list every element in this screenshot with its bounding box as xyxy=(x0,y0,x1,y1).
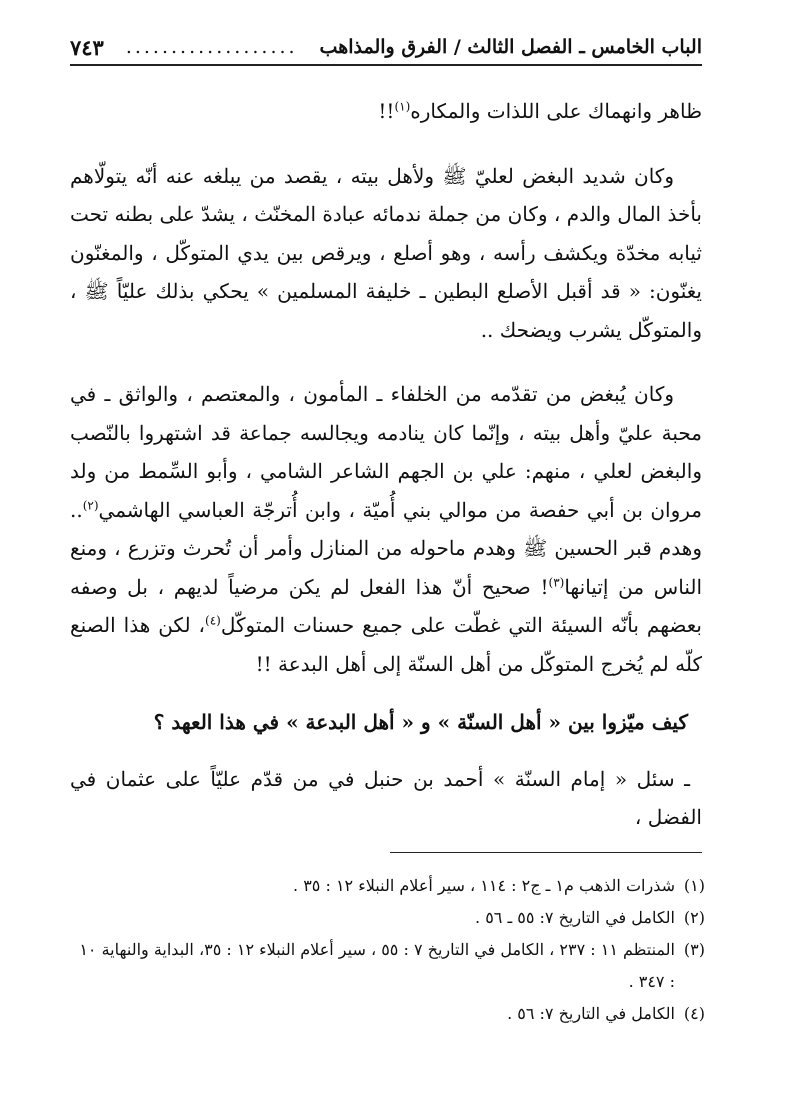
section-heading: كيف ميّزوا بين « أهل السنّة » و « أهل البدعة » في هذا العهد ؟ xyxy=(153,710,688,734)
footnote-text: الكامل في التاريخ ٧: ٥٥ ـ ٥٦ . xyxy=(475,908,675,927)
running-header xyxy=(70,30,702,66)
footnote-item xyxy=(70,998,705,1030)
paragraph-3-part-b: .. وهدم قبر الحسين ﷺ وهدم ماحوله من المنازل وأمر أن تُحرث وتزرع ، ومنع الناس من إتيانها xyxy=(70,497,703,599)
footnote-item xyxy=(70,934,705,998)
footnote-number: (٣) xyxy=(683,940,705,959)
chapter-title: الباب الخامس ـ الفصل الثالث / الفرق والمذاهب xyxy=(319,36,702,58)
main-text xyxy=(70,92,702,837)
paragraph-3 xyxy=(70,375,702,683)
footnote-ref-4: (٤) xyxy=(205,613,221,628)
footnote-number: (١) xyxy=(683,876,705,895)
footnote-number: (٤) xyxy=(683,1004,705,1023)
footnote-ref-2: (٢) xyxy=(82,497,99,512)
paragraph-3-part-d: ، لكن هذا الصنع كلّه لم يُخرج المتوكّل من أهل السنّة إلى أهل البدعة !! xyxy=(70,613,702,676)
paragraph-3-part-c: ! صحيح أنّ هذا الفعل لم يكن مرضياً لديهم ، بل وصفه بعضهم بأنّه السيئة التي غطّت على جميع حسنات المتوكّل xyxy=(70,574,702,637)
leader-dots: ................... xyxy=(125,36,298,58)
footnote-separator xyxy=(390,852,702,853)
footnote-item xyxy=(70,902,705,934)
footnote-text: المنتظم ١١ : ٢٣٧ ، الكامل في التاريخ ٧ : ٥٥ ، سير أعلام النبلاء ١٢ : ٣٥، البداية والنهاية ١٠ : ٣٤٧ . xyxy=(79,940,675,991)
footnotes xyxy=(70,870,705,1030)
footnote-text: الكامل في التاريخ ٧: ٥٦ . xyxy=(507,1004,675,1023)
footnote-ref-3: (٣) xyxy=(548,574,565,589)
paragraph-1-text: ظاهر وانهماك على اللذات والمكاره xyxy=(410,99,702,123)
footnote-text: شذرات الذهب م١ ـ ج٢ : ١١٤ ، سير أعلام النبلاء ١٢ : ٣٥ . xyxy=(293,876,675,895)
footnote-item xyxy=(70,870,705,902)
paragraph-3-part-a: وكان يُبغض من تقدّمه من الخلفاء ـ المأمون ، والمعتصم ، والواثق ـ في محبة عليّ وأهل بيته ، وإنّما كان ينادمه ويجالسه جماعة قد اشتهروا بالنّصب والبغض لعلي ، منهم: علي بن الجهم الشاعر الشامي ، وأبو السِّمط من ولد مروان بن أبي حفصة من موالي بني أُميّة ، وابن أُترجّة العباسي الهاشمي xyxy=(70,382,702,522)
footnote-ref-1: (١) xyxy=(394,99,411,114)
paragraph-1 xyxy=(70,92,702,131)
footnote-number: (٢) xyxy=(683,908,705,927)
page-number: ٧٤٣ xyxy=(70,34,104,60)
paragraph-2: وكان شديد البغض لعليّ ﷺ ولأهل بيته ، يقصد من يبلغه عنه أنّه يتولّاهم بأخذ المال والدم ، وكان من جملة ندمائه عبادة المخنّث ، يشدّ على بطنه تحت ثيابه مخدّة ويكشف رأسه ، وهو أصلع ، ويرقص بين يدي المتوكّل ، والمغنّون يغنّون: « قد أقبل الأصلع البطين ـ خليفة المسلمين » يحكي بذلك عليّاً ﷺ ، والمتوكّل يشرب ويضحك .. xyxy=(69,163,702,342)
paragraph-4: ـ سئل « إمام السنّة » أحمد بن حنبل في من قدّم عليّاً على عثمان في الفضل ، xyxy=(70,766,702,829)
paragraph-1-end: !! xyxy=(378,99,395,123)
